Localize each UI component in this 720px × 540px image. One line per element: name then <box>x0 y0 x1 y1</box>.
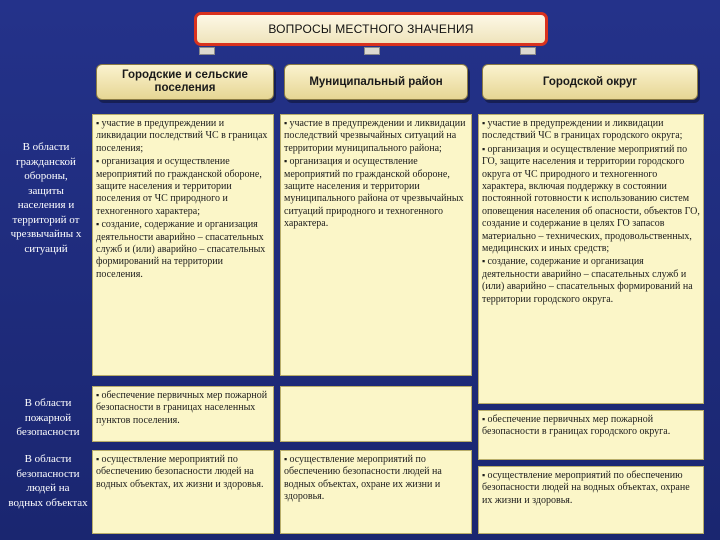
title-marker-center <box>364 47 380 55</box>
row-label-water-safety: В области безопасности людей на водных объектах <box>8 453 88 509</box>
cell-civil-defense-settlements <box>92 114 274 376</box>
cell-item: ▪ создание, содержание и организация деятельности аварийно – спасательных служб и (или) аварийно – спасательных формирований на территории городского округа. <box>482 255 700 306</box>
cell-item: ▪ участие в предупреждении и ликвидации последствий ЧС в границах городского округа; <box>482 117 700 143</box>
page-title: ВОПРОСЫ МЕСТНОГО ЗНАЧЕНИЯ <box>194 12 548 46</box>
cell-item: ▪ участие в предупреждении и ликвидации последствий чрезвычайных ситуаций на территории муниципального района; <box>284 117 468 155</box>
column-header-municipal-district: Муниципальный район <box>284 64 468 100</box>
cell-item: ▪ создание, содержание и организация деятельности аварийно – спасательных служб и (или) аварийно – спасательных формирований на территории поселения. <box>96 218 270 281</box>
column-header-city-district: Городской округ <box>482 64 698 100</box>
cell-item: ▪ осуществление мероприятий по обеспечению безопасности людей на водных объектах, их жизни и здоровья. <box>96 453 270 491</box>
row-label-fire-safety: В области пожарной безопасности <box>16 397 80 438</box>
cell-item: ▪ осуществление мероприятий по обеспечению безопасности людей на водных объектах, охране их жизни и здоровья. <box>284 453 468 504</box>
cell-water-safety-city <box>478 466 704 534</box>
cell-fire-safety-municipal-empty <box>280 386 472 442</box>
cell-item: ▪ участие в предупреждении и ликвидации последствий ЧС в границах поселения; <box>96 117 270 155</box>
cell-water-safety-settlements <box>92 450 274 534</box>
title-marker-left <box>199 47 215 55</box>
cell-fire-safety-settlements <box>92 386 274 442</box>
row-label-civil-defense: В области гражданской обороны, защиты населения и территорий от чрезвычайны х ситуаций <box>10 141 82 255</box>
cell-item: ▪ осуществление мероприятий по обеспечению безопасности людей на водных объектах, охране их жизни и здоровья. <box>482 469 700 507</box>
cell-water-safety-municipal <box>280 450 472 534</box>
cell-item: ▪ обеспечение первичных мер пожарной безопасности в границах городского округа. <box>482 413 700 439</box>
cell-item: ▪ организация и осуществление мероприятий по ГО, защите населения и территории городского округа от ЧС природного и техногенного характера, включая поддержку в состоянии постоянной готовности к использованию систем оповещения населения об опасности, объектов ГО, создание и содержание в целях ГО запасов материально – технических, продовольственных, медицинских и иных средств; <box>482 143 700 256</box>
cell-item: ▪ обеспечение первичных мер пожарной безопасности в границах населенных пунктов поселения. <box>96 389 270 427</box>
column-header-settlements: Городские и сельские поселения <box>96 64 274 100</box>
cell-fire-safety-city <box>478 410 704 460</box>
title-marker-right <box>520 47 536 55</box>
cell-civil-defense-city <box>478 114 704 404</box>
cell-civil-defense-municipal <box>280 114 472 376</box>
cell-item: ▪ организация и осуществление мероприятий по гражданской обороне, защите населения и территории муниципального района от чрезвычайных ситуаций природного и техногенного характера. <box>284 155 468 230</box>
cell-item: ▪ организация и осуществление мероприятий по гражданской обороне, защите населения и территории поселения от ЧС природного и техногенного характера; <box>96 155 270 218</box>
